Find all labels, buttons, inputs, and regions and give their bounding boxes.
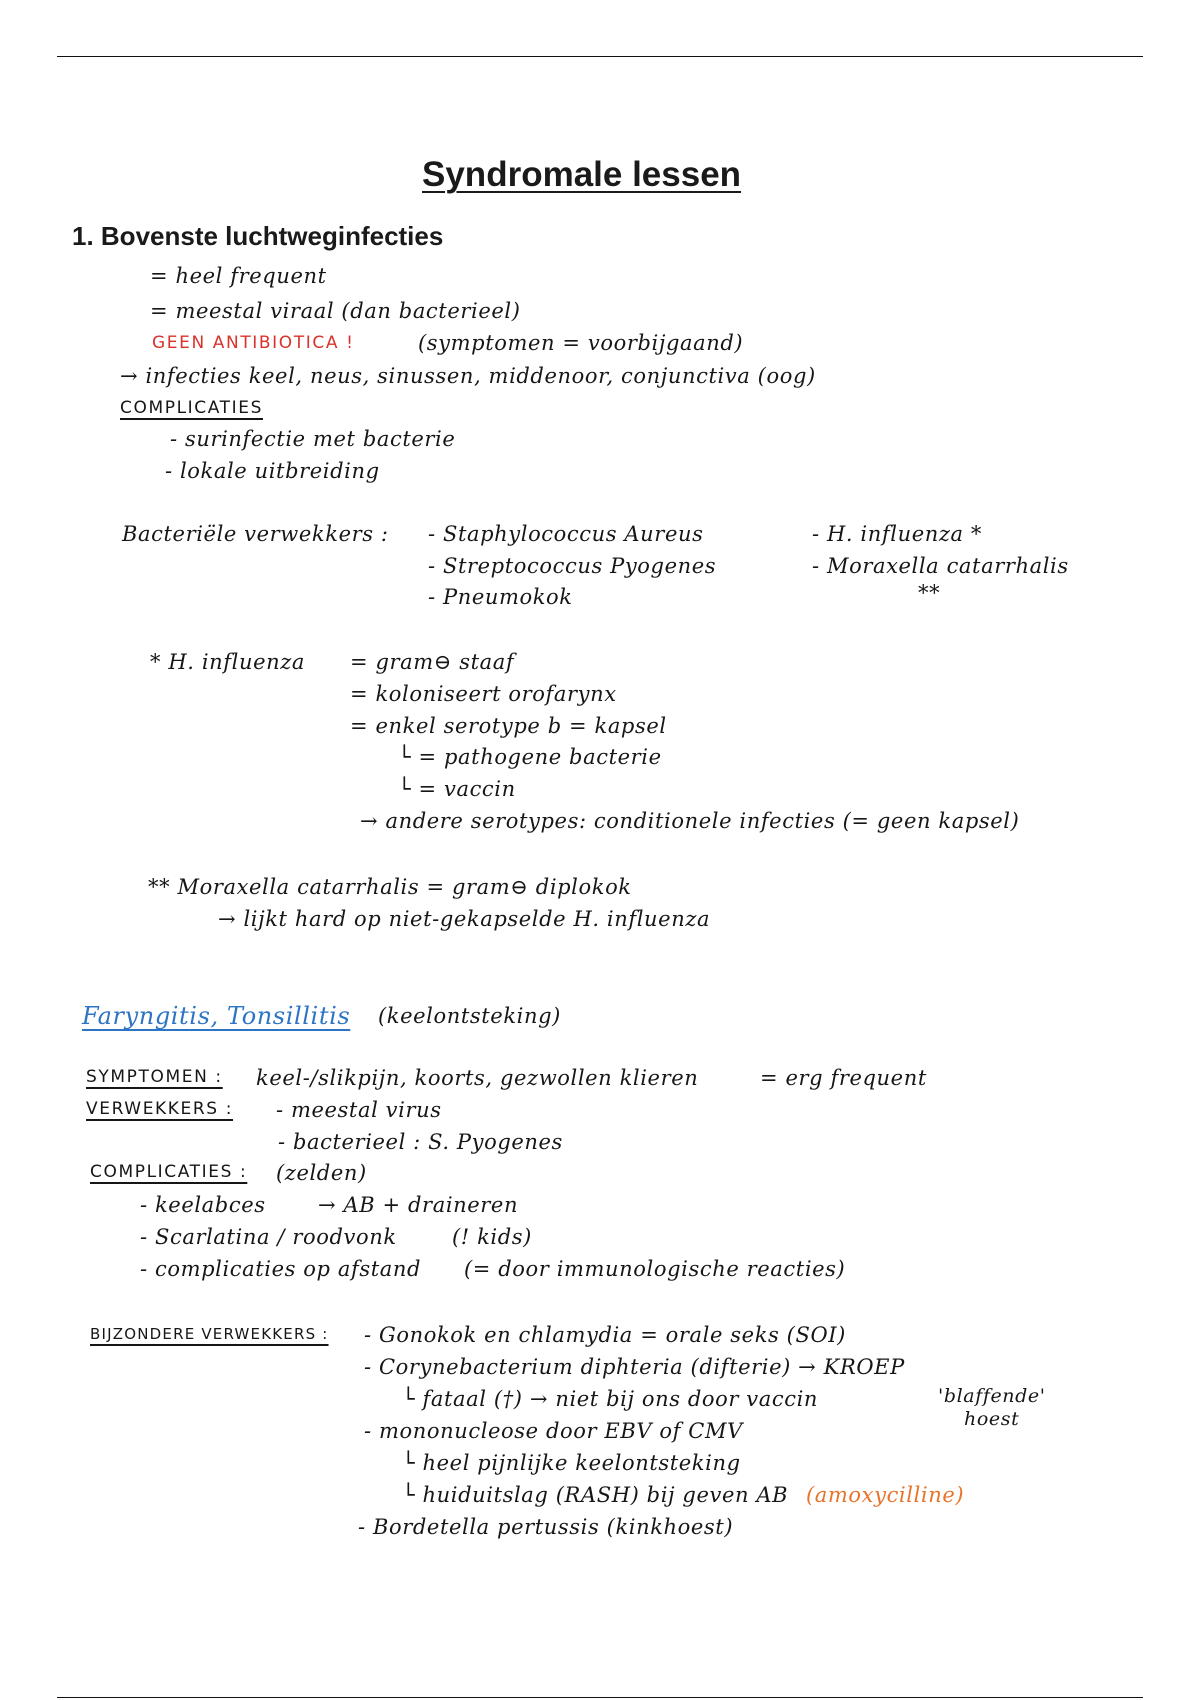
moraxella-sub: → lijkt hard op niet-gekapselde H. influenza: [218, 907, 711, 931]
bijzondere-item: └ huiduitslag (RASH) bij geven AB: [402, 1483, 789, 1507]
complicatie-item: - complicaties op afstand: [140, 1257, 422, 1281]
verwekker-item: - Moraxella catarrhalis: [812, 554, 1069, 578]
complicatie-note: (! kids): [452, 1225, 532, 1249]
bottom-rule: [57, 1697, 1143, 1698]
hinfluenza-line: = koloniseert orofarynx: [350, 682, 617, 706]
hinfluenza-line: → andere serotypes: conditionele infecties (= geen kapsel): [360, 809, 1020, 833]
complications-label: COMPLICATIES: [120, 398, 263, 418]
verwekker-item: - H. influenza *: [812, 522, 983, 546]
bijzondere-item: └ heel pijnlijke keelontsteking: [402, 1451, 741, 1475]
hinfluenza-label: * H. influenza: [150, 650, 306, 674]
hinfluenza-line: └ = pathogene bacterie: [398, 745, 662, 769]
hoest-note: hoest: [964, 1408, 1020, 1430]
blaffende-note: 'blaffende': [938, 1385, 1046, 1407]
verwekkers-label: VERWEKKERS :: [86, 1099, 234, 1119]
symptomen-label: SYMPTOMEN :: [86, 1067, 223, 1087]
line-viraal: = meestal viraal (dan bacterieel): [150, 299, 521, 323]
line-frequent: = heel frequent: [150, 264, 327, 288]
complicatie-note: → AB + draineren: [318, 1193, 519, 1217]
verwekkers-label: Bacteriële verwekkers :: [122, 522, 389, 546]
verwekker-item: - bacterieel : S. Pyogenes: [278, 1130, 563, 1154]
section-heading: 1. Bovenste luchtweginfecties: [72, 221, 444, 251]
complicatie-item: - keelabces: [140, 1193, 266, 1217]
amoxycilline-note: (amoxycilline): [806, 1483, 965, 1507]
complicatie-item: - Scarlatina / roodvonk: [140, 1225, 397, 1249]
complicaties-note: (zelden): [276, 1161, 367, 1185]
symptomen-text: keel-/slikpijn, koorts, gezwollen klieren: [256, 1066, 699, 1090]
symptomen-note: = erg frequent: [760, 1066, 927, 1090]
bijzondere-item: - Gonokok en chlamydia = orale seks (SOI): [364, 1323, 846, 1347]
bijzondere-label: BIJZONDERE VERWEKKERS :: [90, 1325, 329, 1343]
bijzondere-item: - Corynebacterium diphteria (difterie) → KROEP: [364, 1355, 905, 1379]
line-infecties: → infecties keel, neus, sinussen, middenoor, conjunctiva (oog): [120, 364, 816, 388]
verwekker-item: - meestal virus: [276, 1098, 442, 1122]
hinfluenza-line: └ = vaccin: [398, 777, 516, 801]
page-title: Syndromale lessen: [422, 155, 742, 194]
verwekker-item: - Staphylococcus Aureus: [428, 522, 704, 546]
double-star: **: [918, 581, 941, 605]
faryngitis-heading: Faryngitis, Tonsillitis: [82, 1002, 351, 1030]
line-symptomen: (symptomen = voorbijgaand): [418, 331, 744, 355]
faryngitis-heading-note: (keelontsteking): [378, 1004, 561, 1028]
hinfluenza-line: = gram⊖ staaf: [350, 650, 515, 674]
bijzondere-item: - mononucleose door EBV of CMV: [364, 1419, 743, 1443]
moraxella-line: ** Moraxella catarrhalis = gram⊖ diplokok: [148, 875, 632, 899]
hinfluenza-line: = enkel serotype b = kapsel: [350, 714, 667, 738]
verwekker-item: - Pneumokok: [428, 585, 573, 609]
complication-item: - lokale uitbreiding: [165, 459, 380, 483]
complicatie-note: (= door immunologische reacties): [464, 1257, 846, 1281]
bijzondere-item: - Bordetella pertussis (kinkhoest): [358, 1515, 734, 1539]
top-rule: [57, 56, 1143, 57]
verwekker-item: - Streptococcus Pyogenes: [428, 554, 717, 578]
bijzondere-item: └ fataal (†) → niet bij ons door vaccin: [402, 1387, 819, 1411]
complication-item: - surinfectie met bacterie: [170, 427, 456, 451]
complicaties-label: COMPLICATIES :: [90, 1162, 248, 1182]
no-antibiotics-note: GEEN ANTIBIOTICA !: [152, 333, 355, 353]
